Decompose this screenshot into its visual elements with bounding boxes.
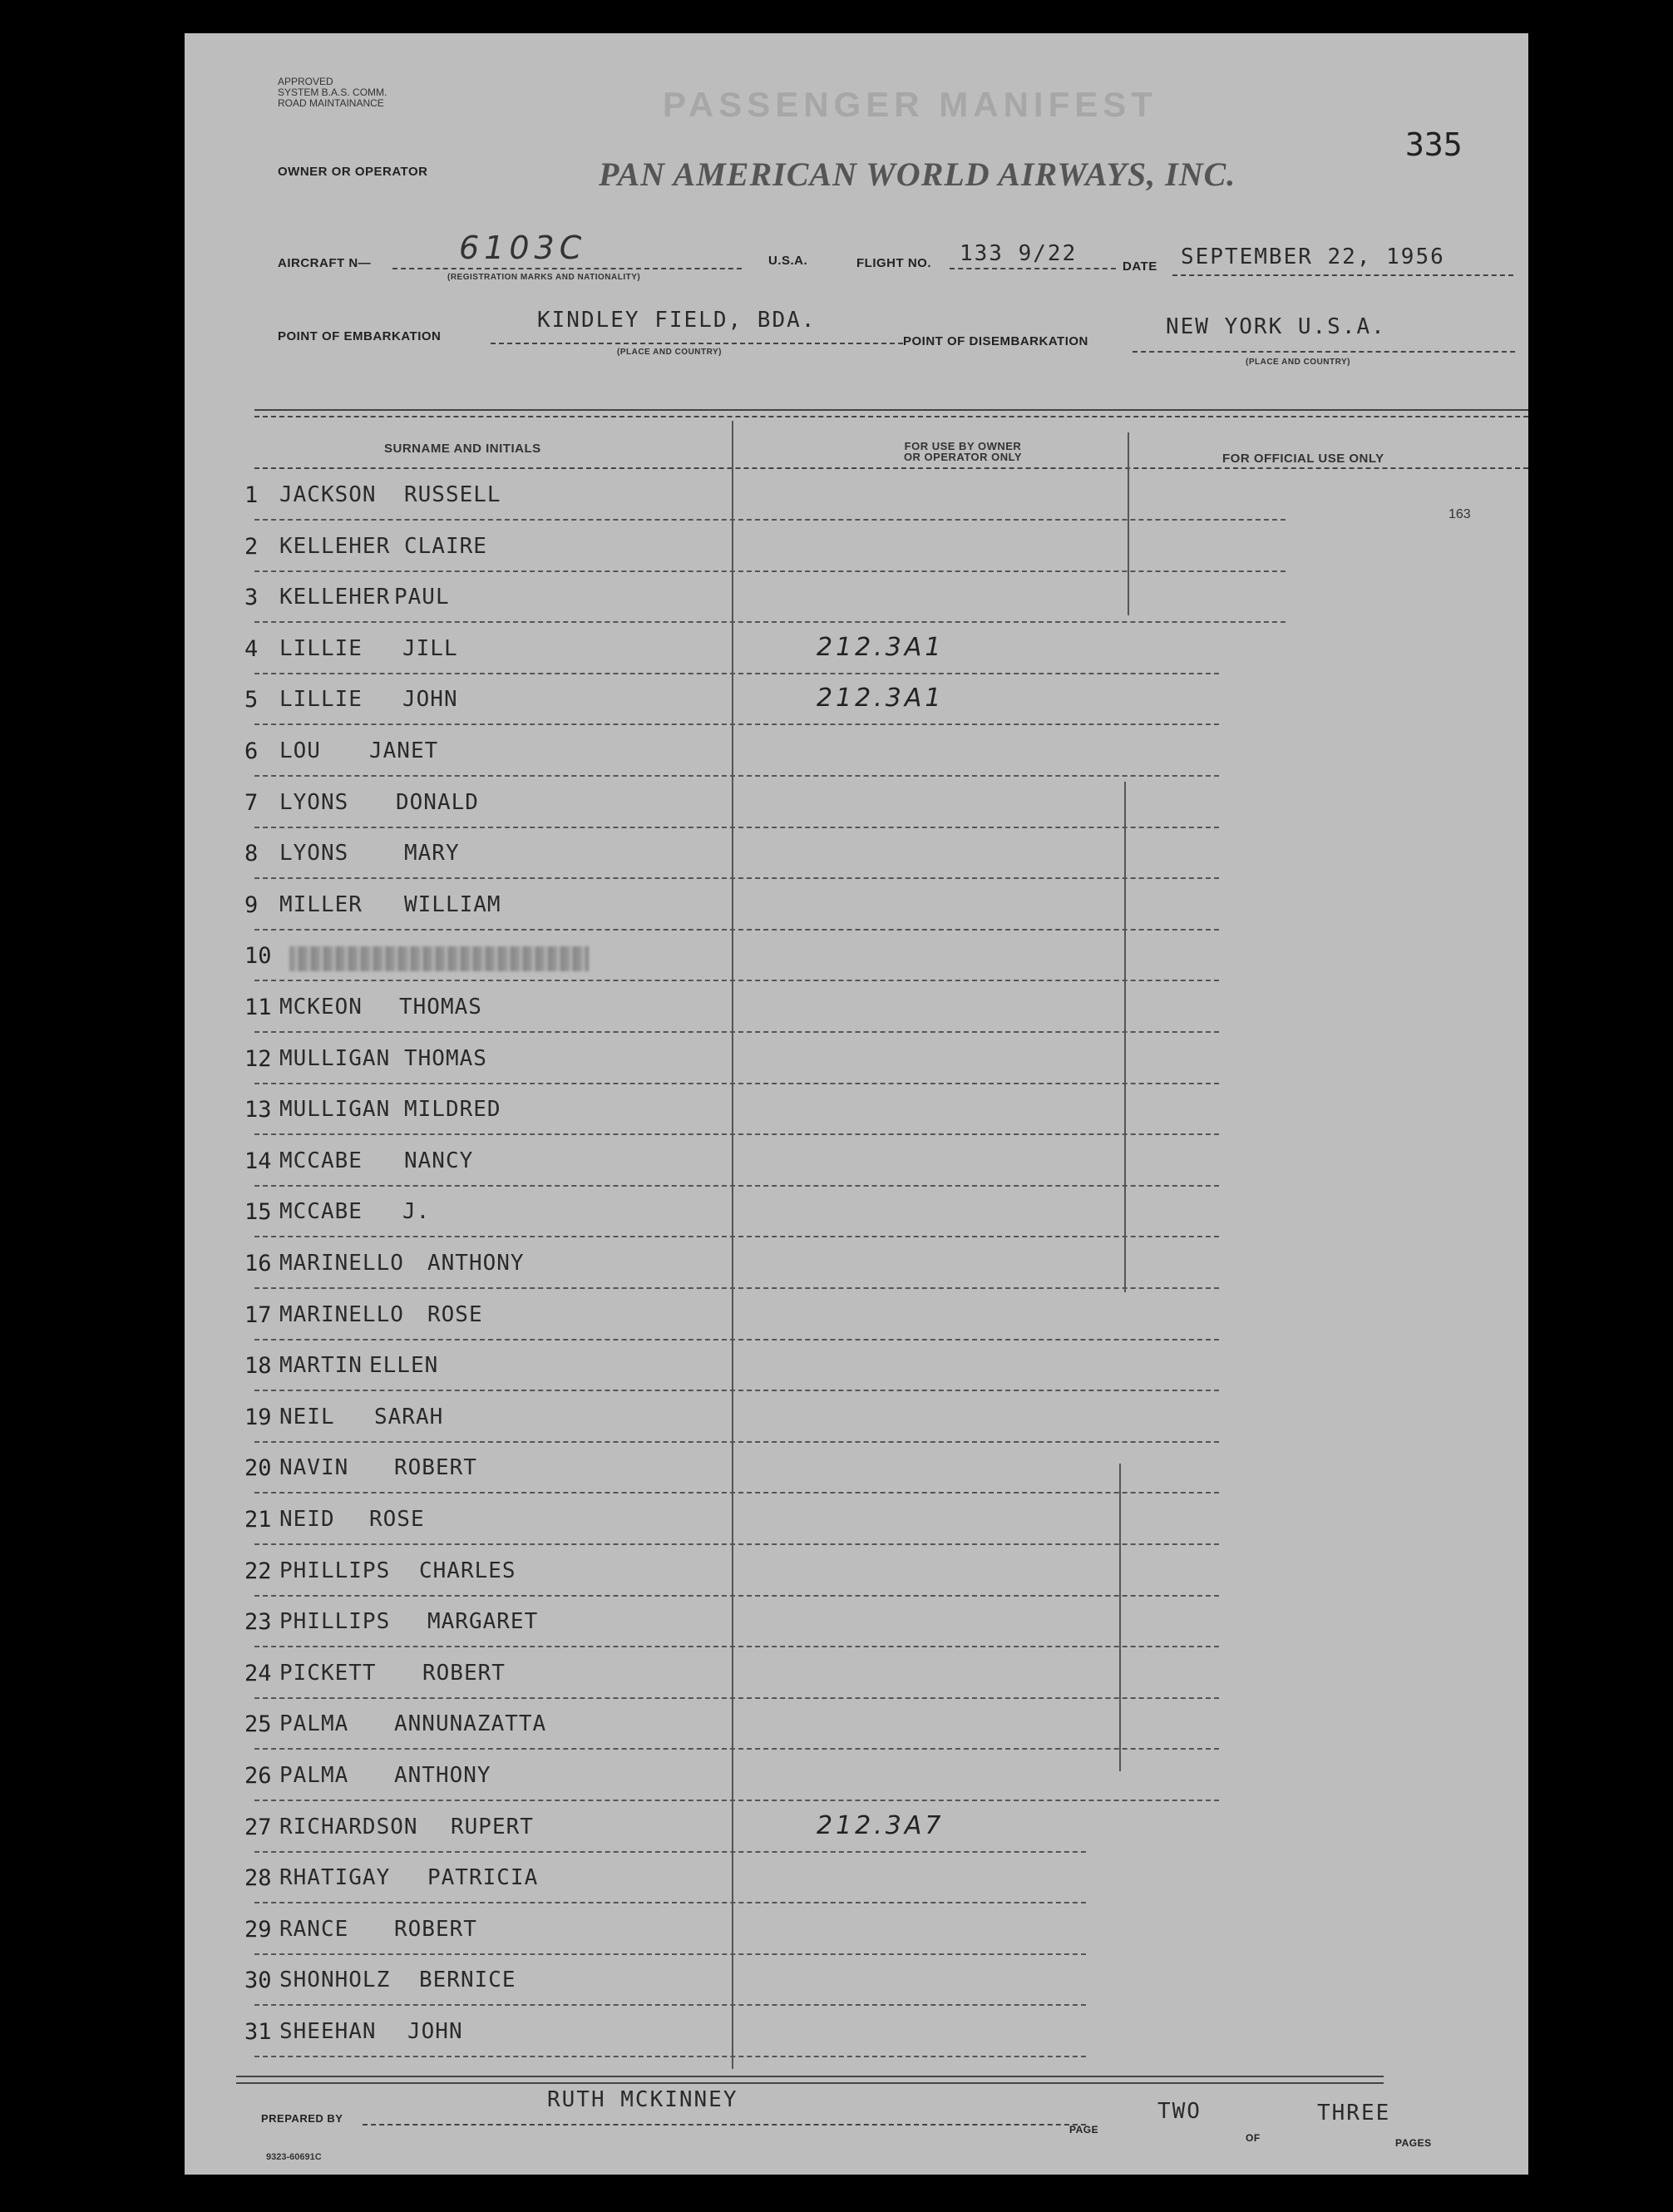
row-separator — [254, 775, 1219, 777]
passenger-given-name: RUSSELL — [404, 482, 501, 507]
date-label: DATE — [1123, 259, 1157, 274]
table-top-rule — [254, 409, 1528, 411]
form-title: PASSENGER MANIFEST — [663, 85, 1157, 124]
aircraft-sub: (REGISTRATION MARKS AND NATIONALITY) — [447, 273, 641, 282]
passenger-number: 17 — [244, 1302, 272, 1328]
passenger-given-name: ROBERT — [394, 1455, 477, 1480]
aircraft-label: AIRCRAFT N— — [278, 256, 372, 270]
passenger-given-name: BERNICE — [419, 1968, 516, 1992]
approval-line: APPROVED — [278, 76, 333, 87]
aircraft-line — [392, 268, 742, 269]
table-row — [244, 1811, 1409, 1848]
row-separator — [254, 1287, 1219, 1289]
table-row — [244, 633, 1409, 669]
passenger-given-name: MARGARET — [427, 1609, 539, 1634]
embark-sub: (PLACE AND COUNTRY) — [617, 348, 722, 357]
table-row — [244, 1763, 1409, 1796]
row-separator — [254, 877, 1219, 879]
row-separator — [254, 2056, 1086, 2057]
table-row — [244, 1251, 1409, 1284]
margin-mark: 163 — [1448, 507, 1471, 521]
table-row — [244, 943, 1409, 976]
approval-stamp — [278, 77, 387, 109]
row-separator — [254, 980, 1219, 981]
passenger-given-name: ANTHONY — [394, 1763, 491, 1788]
passenger-number: 7 — [244, 790, 259, 816]
manifest-page — [185, 33, 1528, 2175]
embark-label: POINT OF EMBARKATION — [278, 329, 442, 343]
table-row — [244, 1455, 1409, 1489]
passenger-number: 13 — [244, 1097, 272, 1123]
passenger-surname: LYONS — [279, 841, 349, 866]
passenger-surname: MILLER — [279, 892, 363, 917]
form-code: 9323-60691C — [266, 2152, 322, 2162]
passenger-surname: NEIL — [279, 1405, 335, 1429]
passenger-given-name: JOHN — [402, 687, 458, 712]
flight-line — [950, 268, 1116, 269]
passenger-surname: SHEEHAN — [279, 2019, 377, 2044]
table-row — [244, 1507, 1409, 1540]
passenger-number: 8 — [244, 841, 259, 867]
passenger-number: 20 — [244, 1455, 272, 1481]
passenger-given-name: CHARLES — [419, 1558, 516, 1583]
row-separator — [254, 1851, 1086, 1853]
table-row — [244, 585, 1409, 618]
row-separator — [254, 1697, 1219, 1699]
of-label: OF — [1246, 2132, 1261, 2144]
table-row — [244, 1968, 1409, 2001]
embark-value: KINDLEY FIELD, BDA. — [537, 308, 817, 333]
row-separator — [254, 2004, 1086, 2006]
usa-label: U.S.A. — [768, 254, 808, 268]
passenger-given-name: MARY — [404, 841, 460, 866]
passenger-number: 21 — [244, 1507, 272, 1533]
row-separator — [254, 1595, 1219, 1597]
passenger-given-name: PATRICIA — [427, 1865, 539, 1890]
table-row — [244, 482, 1409, 516]
page-number: 335 — [1405, 126, 1463, 163]
pages-label: PAGES — [1395, 2137, 1432, 2149]
passenger-number: 18 — [244, 1353, 272, 1379]
table-row — [244, 1353, 1409, 1386]
col-owner-header-line: FOR USE BY OWNER — [904, 440, 1022, 452]
passenger-given-name: ROSE — [369, 1507, 425, 1532]
passenger-surname: PALMA — [279, 1711, 349, 1736]
passenger-number: 26 — [244, 1763, 272, 1789]
passenger-number: 23 — [244, 1609, 272, 1635]
passenger-surname: RHATIGAY — [279, 1865, 391, 1890]
passenger-number: 3 — [244, 585, 259, 610]
footer-rule-1 — [236, 2076, 1384, 2077]
row-separator — [254, 723, 1219, 725]
disembark-label: POINT OF DISEMBARKATION — [903, 334, 1088, 348]
passenger-given-name: CLAIRE — [404, 534, 487, 559]
table-row — [244, 1199, 1409, 1232]
passenger-given-name: RUPERT — [451, 1815, 534, 1839]
row-separator — [254, 1083, 1219, 1084]
col-surname-header: SURNAME AND INITIALS — [384, 442, 541, 456]
passenger-number: 27 — [244, 1815, 272, 1840]
row-separator — [254, 1031, 1219, 1033]
row-separator — [254, 1492, 1219, 1494]
table-row — [244, 995, 1409, 1028]
passenger-surname: NAVIN — [279, 1455, 349, 1480]
approval-line: SYSTEM B.A.S. COMM. — [278, 86, 387, 98]
passenger-given-name: ANTHONY — [427, 1251, 525, 1276]
passenger-number: 5 — [244, 687, 259, 713]
passenger-surname: MCCABE — [279, 1148, 363, 1173]
passenger-surname: RANCE — [279, 1917, 349, 1942]
passenger-given-name: THOMAS — [404, 1046, 487, 1071]
row-separator — [254, 929, 1219, 931]
row-separator — [254, 519, 1286, 521]
passenger-surname: LYONS — [279, 790, 349, 815]
operator-name: PAN AMERICAN WORLD AIRWAYS, INC. — [599, 156, 1236, 193]
passenger-surname: PALMA — [279, 1763, 349, 1788]
passenger-number: 31 — [244, 2019, 272, 2045]
row-separator — [254, 1441, 1219, 1443]
row-separator — [254, 1646, 1219, 1647]
passenger-surname: LILLIE — [279, 636, 363, 661]
redacted-entry — [289, 946, 589, 971]
row-separator — [254, 1236, 1219, 1237]
prepared-value: RUTH MCKINNEY — [547, 2087, 738, 2112]
disembark-value: NEW YORK U.S.A. — [1166, 314, 1386, 339]
table-row — [244, 534, 1409, 567]
table-row — [244, 738, 1409, 772]
passenger-number: 10 — [244, 943, 272, 969]
passenger-given-name: ROBERT — [422, 1661, 506, 1686]
passenger-number: 2 — [244, 534, 259, 560]
passenger-surname: RICHARDSON — [279, 1815, 418, 1839]
row-separator — [254, 1339, 1219, 1341]
prepared-label: PREPARED BY — [261, 2112, 343, 2125]
table-row — [244, 1302, 1409, 1336]
passenger-surname: LOU — [279, 738, 321, 763]
date-line — [1172, 274, 1513, 276]
passenger-given-name: DONALD — [396, 790, 479, 815]
table-row — [244, 1661, 1409, 1694]
col-owner-header — [863, 441, 1063, 462]
passenger-number: 12 — [244, 1046, 272, 1072]
footer-rule-2 — [236, 2082, 1384, 2084]
disembark-sub: (PLACE AND COUNTRY) — [1246, 358, 1350, 367]
passenger-surname: JACKSON — [279, 482, 377, 507]
passenger-surname: KELLEHER — [279, 585, 391, 610]
row-separator — [254, 621, 1286, 623]
pages-value: THREE — [1317, 2101, 1391, 2126]
passenger-given-name: JOHN — [407, 2019, 463, 2044]
passenger-surname: PICKETT — [279, 1661, 377, 1686]
passenger-number: 25 — [244, 1711, 272, 1737]
table-row — [244, 684, 1409, 720]
prepared-line — [363, 2124, 1086, 2126]
col-official-header: FOR OFFICIAL USE ONLY — [1222, 452, 1384, 466]
table-row — [244, 1865, 1409, 1898]
passenger-number: 15 — [244, 1199, 272, 1225]
page-value: TWO — [1157, 2099, 1202, 2124]
passenger-given-name: ANNUNAZATTA — [394, 1711, 547, 1736]
passenger-number: 4 — [244, 636, 259, 662]
passenger-given-name: MILDRED — [404, 1097, 501, 1122]
passenger-surname: KELLEHER — [279, 534, 391, 559]
passenger-number: 11 — [244, 995, 272, 1020]
table-row — [244, 790, 1409, 823]
owner-note: 212.3A7 — [817, 1811, 945, 1840]
header-bottom-rule — [254, 467, 1528, 469]
passenger-number: 29 — [244, 1917, 272, 1943]
owner-note: 212.3A1 — [817, 684, 945, 713]
passenger-surname: LILLIE — [279, 687, 363, 712]
passenger-surname: MARTIN — [279, 1353, 363, 1378]
table-top-rule-2 — [254, 416, 1528, 417]
date-value: SEPTEMBER 22, 1956 — [1181, 244, 1445, 269]
row-separator — [254, 1800, 1219, 1801]
row-separator — [254, 1133, 1219, 1135]
flight-label: FLIGHT NO. — [856, 256, 931, 270]
passenger-number: 22 — [244, 1558, 272, 1584]
embark-line — [491, 343, 903, 344]
page-label: PAGE — [1069, 2124, 1099, 2135]
aircraft-value: 6103C — [459, 230, 587, 266]
passenger-surname: MCKEON — [279, 995, 363, 1020]
passenger-number: 16 — [244, 1251, 272, 1276]
row-separator — [254, 570, 1286, 572]
table-row — [244, 1097, 1409, 1130]
table-row — [244, 1558, 1409, 1592]
owner-note: 212.3A1 — [817, 633, 945, 662]
passenger-given-name: JILL — [402, 636, 458, 661]
passenger-given-name: THOMAS — [399, 995, 482, 1020]
table-row — [244, 1046, 1409, 1079]
row-separator — [254, 1902, 1086, 1903]
passenger-number: 1 — [244, 482, 259, 508]
row-separator — [254, 1953, 1086, 1955]
passenger-surname: SHONHOLZ — [279, 1968, 391, 1992]
passenger-surname: MULLIGAN — [279, 1046, 391, 1071]
passenger-number: 19 — [244, 1405, 272, 1430]
disembark-line — [1133, 351, 1515, 353]
table-row — [244, 2019, 1409, 2052]
passenger-number: 30 — [244, 1968, 272, 1993]
table-row — [244, 1917, 1409, 1950]
passenger-given-name: NANCY — [404, 1148, 474, 1173]
passenger-given-name: SARAH — [374, 1405, 444, 1429]
table-row — [244, 841, 1409, 874]
owner-label: OWNER OR OPERATOR — [278, 165, 428, 179]
passenger-number: 14 — [244, 1148, 272, 1174]
approval-line: ROAD MAINTAINANCE — [278, 97, 384, 109]
table-row — [244, 1609, 1409, 1642]
passenger-given-name: J. — [402, 1199, 431, 1224]
col-owner-header-line: OR OPERATOR ONLY — [903, 451, 1023, 463]
table-row — [244, 1148, 1409, 1182]
passenger-surname: MARINELLO — [279, 1251, 404, 1276]
row-separator — [254, 1748, 1219, 1750]
row-separator — [254, 1543, 1219, 1545]
passenger-surname: MCCABE — [279, 1199, 363, 1224]
passenger-number: 6 — [244, 738, 259, 764]
passenger-number: 24 — [244, 1661, 272, 1686]
table-row — [244, 892, 1409, 926]
passenger-given-name: ELLEN — [369, 1353, 439, 1378]
passenger-given-name: ROSE — [427, 1302, 483, 1327]
passenger-surname: MARINELLO — [279, 1302, 404, 1327]
passenger-surname: MULLIGAN — [279, 1097, 391, 1122]
row-separator — [254, 1185, 1219, 1187]
passenger-given-name: WILLIAM — [404, 892, 501, 917]
flight-value: 133 9/22 — [960, 241, 1078, 266]
passenger-number: 9 — [244, 892, 259, 918]
passenger-given-name: ROBERT — [394, 1917, 477, 1942]
row-separator — [254, 1390, 1219, 1391]
passenger-surname: NEID — [279, 1507, 335, 1532]
passenger-given-name: PAUL — [394, 585, 450, 610]
table-row — [244, 1405, 1409, 1438]
passenger-given-name: JANET — [369, 738, 439, 763]
row-separator — [254, 673, 1219, 674]
row-separator — [254, 827, 1219, 828]
passenger-surname: PHILLIPS — [279, 1558, 391, 1583]
passenger-number: 28 — [244, 1865, 272, 1891]
table-row — [244, 1711, 1409, 1745]
passenger-surname: PHILLIPS — [279, 1609, 391, 1634]
